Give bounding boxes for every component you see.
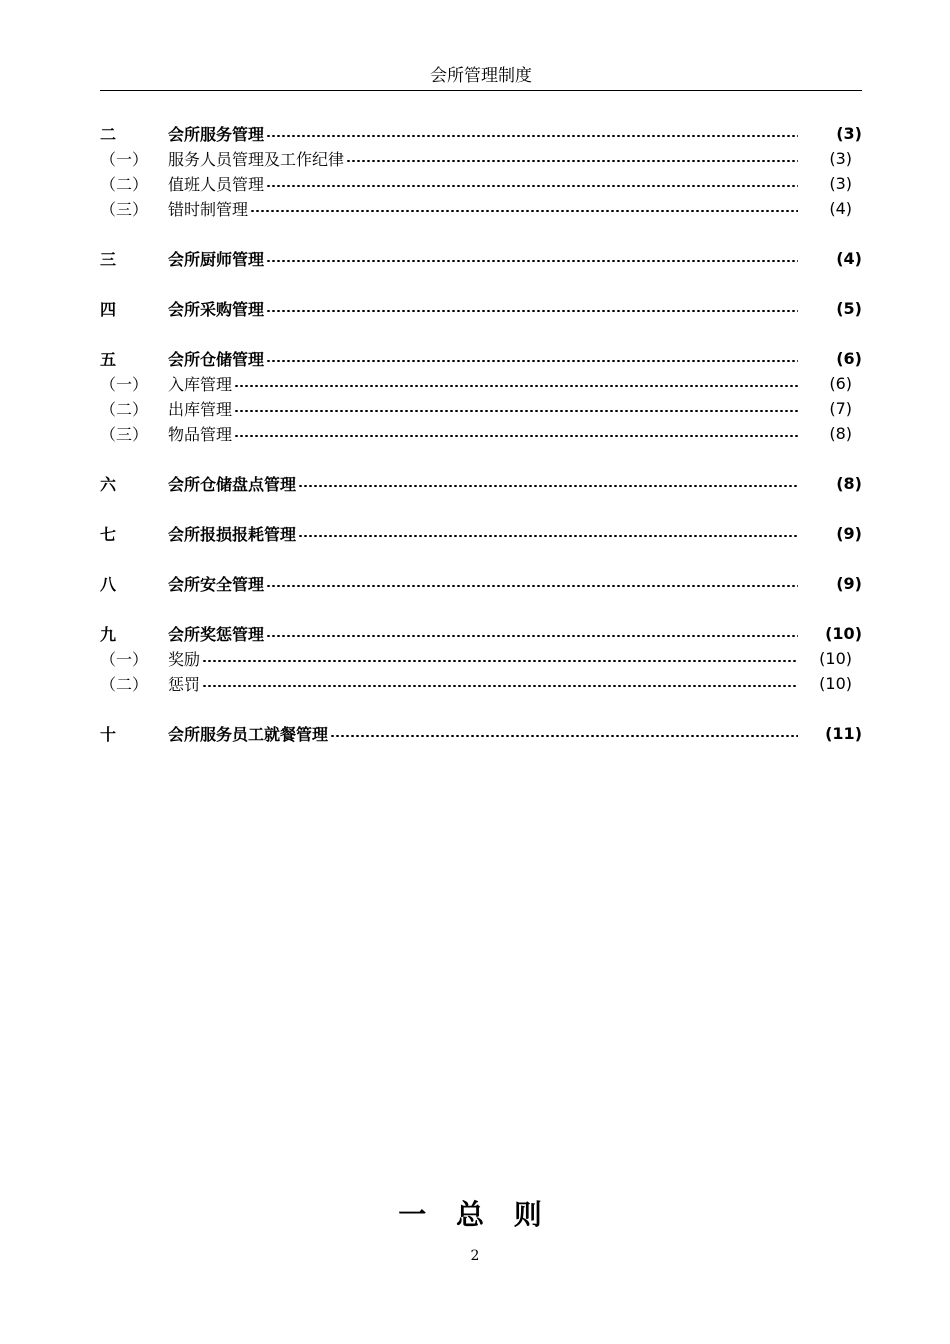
toc-entry-page: (8) (836, 474, 862, 493)
toc-entry-number: 四 (100, 300, 117, 319)
toc-entry-page: (3) (829, 149, 852, 168)
toc-dot-leader (232, 421, 798, 446)
toc-entry-number: 二 (100, 125, 117, 144)
toc-entry-number: 十 (100, 725, 117, 744)
toc-dot-leader (264, 346, 798, 371)
toc-entry-page: (10) (819, 649, 852, 668)
toc-entry-number: （三） (100, 200, 149, 219)
toc-entry-number: （一） (100, 650, 149, 669)
toc-entry-title: 会所报损报耗管理 (168, 525, 297, 544)
toc-dot-leader (296, 521, 798, 546)
toc-entry-number: （二） (100, 675, 149, 694)
toc-entry-title: 出库管理 (168, 400, 233, 419)
toc-entry-title: 会所厨师管理 (168, 250, 265, 269)
toc-entry-number: 三 (100, 250, 117, 269)
toc-entry-number: （一） (100, 150, 149, 169)
toc-entry-title: 会所仓储盘点管理 (168, 475, 297, 494)
chapter-heading: 一 总 则 (398, 1198, 552, 1231)
toc-dot-leader (296, 471, 798, 496)
toc-entry-page: (4) (829, 199, 852, 218)
page-number: 2 (470, 1248, 480, 1264)
toc-entry-page: (9) (836, 574, 862, 593)
toc-entry (100, 196, 862, 221)
toc-entry (100, 346, 862, 371)
toc-dot-leader (232, 371, 798, 396)
toc-entry-number: 八 (100, 575, 117, 594)
toc-entry-page: (10) (825, 624, 862, 643)
toc-entry (100, 171, 862, 196)
toc-entry-number: 七 (100, 525, 117, 544)
toc-dot-leader (264, 571, 798, 596)
toc-entry (100, 371, 862, 396)
toc-entry (100, 646, 862, 671)
toc-entry (100, 296, 862, 321)
toc-entry (100, 121, 862, 146)
toc-entry-page: (5) (836, 299, 862, 318)
toc-entry-page: (3) (836, 124, 862, 143)
toc-dot-leader (264, 121, 798, 146)
toc-entry-title: 奖励 (168, 650, 201, 669)
toc-dot-leader (248, 196, 798, 221)
toc-entry (100, 146, 862, 171)
toc-entry-title: 会所采购管理 (168, 300, 265, 319)
toc-dot-leader (264, 246, 798, 271)
toc-dot-leader (264, 171, 798, 196)
toc-entry-title: 会所仓储管理 (168, 350, 265, 369)
toc-entry-title: 物品管理 (168, 425, 233, 444)
toc-entry-title: 会所安全管理 (168, 575, 265, 594)
toc-dot-leader (344, 146, 798, 171)
toc-entry-title: 惩罚 (168, 675, 201, 694)
toc-entry (100, 396, 862, 421)
toc-entry (100, 571, 862, 596)
toc-entry-title: 入库管理 (168, 375, 233, 394)
toc-entry (100, 521, 862, 546)
toc-entry-page: (10) (819, 674, 852, 693)
toc-dot-leader (200, 646, 798, 671)
toc-entry-title: 会所奖惩管理 (168, 625, 265, 644)
toc-entry-page: (4) (836, 249, 862, 268)
toc-entry-number: 九 (100, 625, 117, 644)
page-header (100, 62, 862, 91)
toc-entry (100, 471, 862, 496)
table-of-contents (100, 121, 862, 746)
toc-entry-title: 错时制管理 (168, 200, 249, 219)
toc-entry-page: (6) (836, 349, 862, 368)
toc-entry-number: （三） (100, 425, 149, 444)
header-title: 会所管理制度 (430, 66, 532, 86)
toc-entry-title: 会所服务管理 (168, 125, 265, 144)
toc-dot-leader (200, 671, 798, 696)
toc-dot-leader (264, 296, 798, 321)
toc-dot-leader (328, 721, 798, 746)
toc-entry-page: (8) (829, 424, 852, 443)
toc-entry-page: (9) (836, 524, 862, 543)
toc-entry-page: (6) (829, 374, 852, 393)
toc-entry (100, 671, 862, 696)
toc-entry-title: 值班人员管理 (168, 175, 265, 194)
toc-dot-leader (232, 396, 798, 421)
toc-entry-page: (7) (829, 399, 852, 418)
toc-entry-page: (3) (829, 174, 852, 193)
toc-entry-number: （一） (100, 375, 149, 394)
toc-entry-number: （二） (100, 175, 149, 194)
toc-entry-number: 六 (100, 475, 117, 494)
toc-entry-title: 服务人员管理及工作纪律 (168, 150, 345, 169)
toc-entry-page: (11) (825, 724, 862, 743)
toc-entry (100, 421, 862, 446)
toc-entry-number: 五 (100, 350, 117, 369)
toc-entry (100, 621, 862, 646)
toc-entry-number: （二） (100, 400, 149, 419)
toc-entry-title: 会所服务员工就餐管理 (168, 725, 329, 744)
toc-entry (100, 721, 862, 746)
toc-dot-leader (264, 621, 798, 646)
toc-entry (100, 246, 862, 271)
